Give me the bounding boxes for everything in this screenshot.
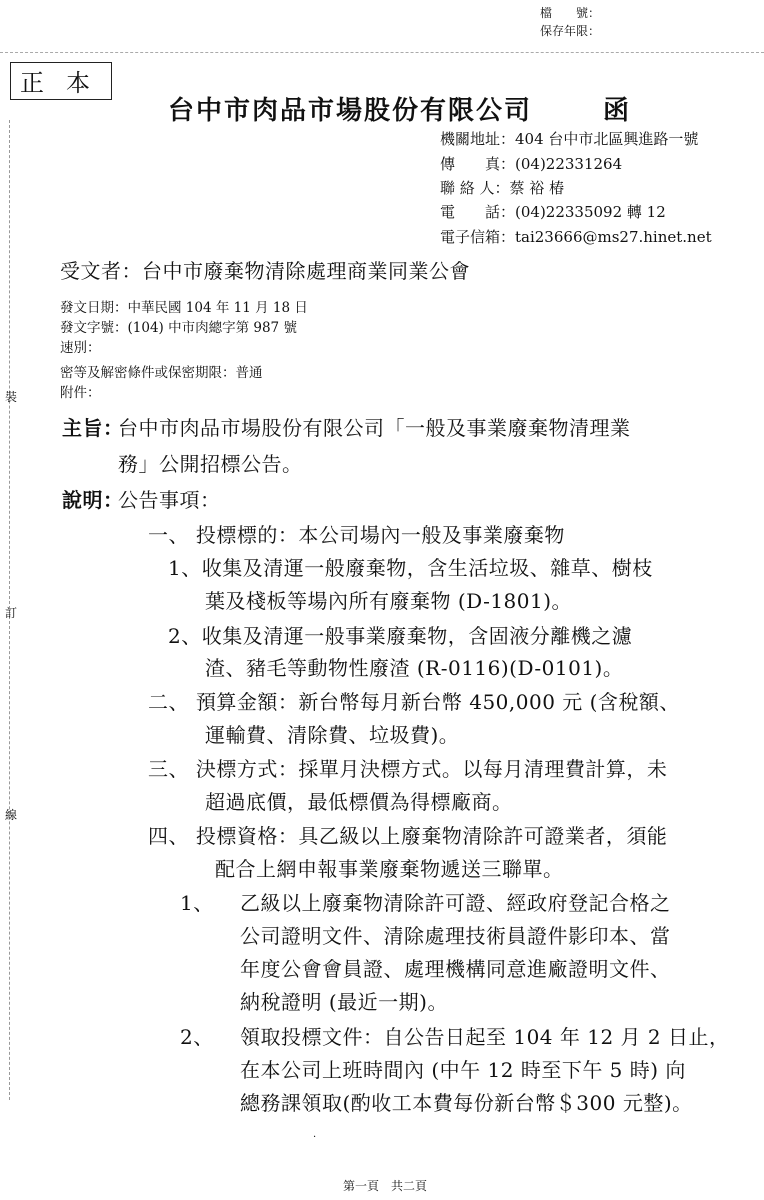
- contact-email: 電子信箱：tai23666@ms27.hinet.net: [440, 228, 712, 246]
- contact-person: 聯 絡 人：蔡 裕 椿: [440, 179, 565, 197]
- security-field: 密等及解密條件或保密期限：普通: [60, 365, 263, 381]
- margin-mark-bind: 裝: [5, 390, 18, 404]
- section-1-line-1: 一、 投標標的：本公司場內一般及事業廢棄物: [148, 523, 565, 547]
- official-copy-label: 正本: [20, 69, 112, 97]
- file-number-field: 檔 號：: [540, 6, 601, 20]
- section-1-1-line-2: 葉及棧板等場內所有廢棄物 (D-1801)。: [205, 589, 573, 613]
- section-4-2-line-3: 總務課領取(酌收工本費每份新台幣＄300 元整)。: [240, 1091, 693, 1115]
- section-4-1-line-1: 乙級以上廢棄物清除許可證、經政府登記合格之: [240, 891, 671, 915]
- margin-mark-order: 訂: [5, 606, 18, 620]
- section-4-2-line-1: 領取投標文件：自公告日起至 104 年 12 月 2 日止，: [240, 1025, 730, 1049]
- section-1-1-line-1: 1、收集及清運一般廢棄物，含生活垃圾、雜草、樹枝: [168, 556, 653, 580]
- section-3-line-1: 三、 決標方式：採單月決標方式。以每月清理費計算，未: [148, 757, 668, 781]
- section-4-1-number: 1、: [180, 891, 214, 915]
- section-2-line-1: 二、 預算金額：新台幣每月新台幣 450,000 元 (含稅額、: [148, 690, 680, 714]
- section-2-line-2: 運輸費、清除費、垃圾費)。: [205, 723, 460, 747]
- section-4-1-line-4: 納稅證明 (最近一期)。: [240, 990, 448, 1014]
- page-number-footer: 第一頁 共二頁: [343, 1179, 428, 1193]
- section-4-2-line-2: 在本公司上班時間內 (中午 12 時至下午 5 時) 向: [240, 1058, 686, 1082]
- section-1-2-line-2: 渣、豬毛等動物性廢渣 (R-0116)(D-0101)。: [205, 656, 624, 680]
- explanation-label: 說明：: [62, 488, 124, 512]
- speed-field: 速別：: [60, 340, 101, 356]
- footer-dot: ·: [313, 1132, 317, 1143]
- section-4-1-line-3: 年度公會會員證、處理機構同意進廠證明文件、: [240, 957, 671, 981]
- issue-date: 發文日期：中華民國 104 年 11 月 18 日: [60, 300, 308, 316]
- section-4-2-number: 2、: [180, 1025, 214, 1049]
- section-4-line-1: 四、 投標資格：具乙級以上廢棄物清除許可證業者，須能: [148, 824, 668, 848]
- explanation-intro: 公告事項：: [118, 488, 221, 512]
- section-3-line-2: 超過底價，最低標價為得標廠商。: [205, 790, 513, 814]
- section-4-line-2: 配合上網申報事業廢棄物遞送三聯單。: [215, 857, 564, 881]
- section-1-2-line-1: 2、收集及清運一般事業廢棄物，含固液分離機之濾: [168, 624, 633, 648]
- attachment-field: 附件：: [60, 385, 101, 401]
- top-dashed-rule: [0, 52, 764, 53]
- section-4-1-line-2: 公司證明文件、清除處理技術員證件影印本、當: [240, 924, 671, 948]
- margin-mark-line: 線: [5, 808, 18, 822]
- contact-fax: 傳 真：(04)22331264: [440, 155, 623, 173]
- subject-label: 主旨：: [62, 416, 124, 440]
- retention-field: 保存年限：: [540, 24, 601, 38]
- subject-line-2: 務」公開招標公告。: [118, 452, 303, 476]
- recipient-line: 受文者：台中市廢棄物清除處理商業同業公會: [60, 259, 470, 283]
- contact-address: 機關地址：404 台中市北區興進路一號: [440, 130, 699, 148]
- document-type: 函: [603, 96, 630, 126]
- document-title: 台中市肉品市場股份有限公司: [168, 96, 533, 126]
- issue-number: 發文字號：(104) 中市肉總字第 987 號: [60, 320, 297, 336]
- subject-line-1: 台中市肉品市場股份有限公司「一般及事業廢棄物清理業: [118, 416, 631, 440]
- contact-phone: 電 話：(04)22335092 轉 12: [440, 203, 666, 221]
